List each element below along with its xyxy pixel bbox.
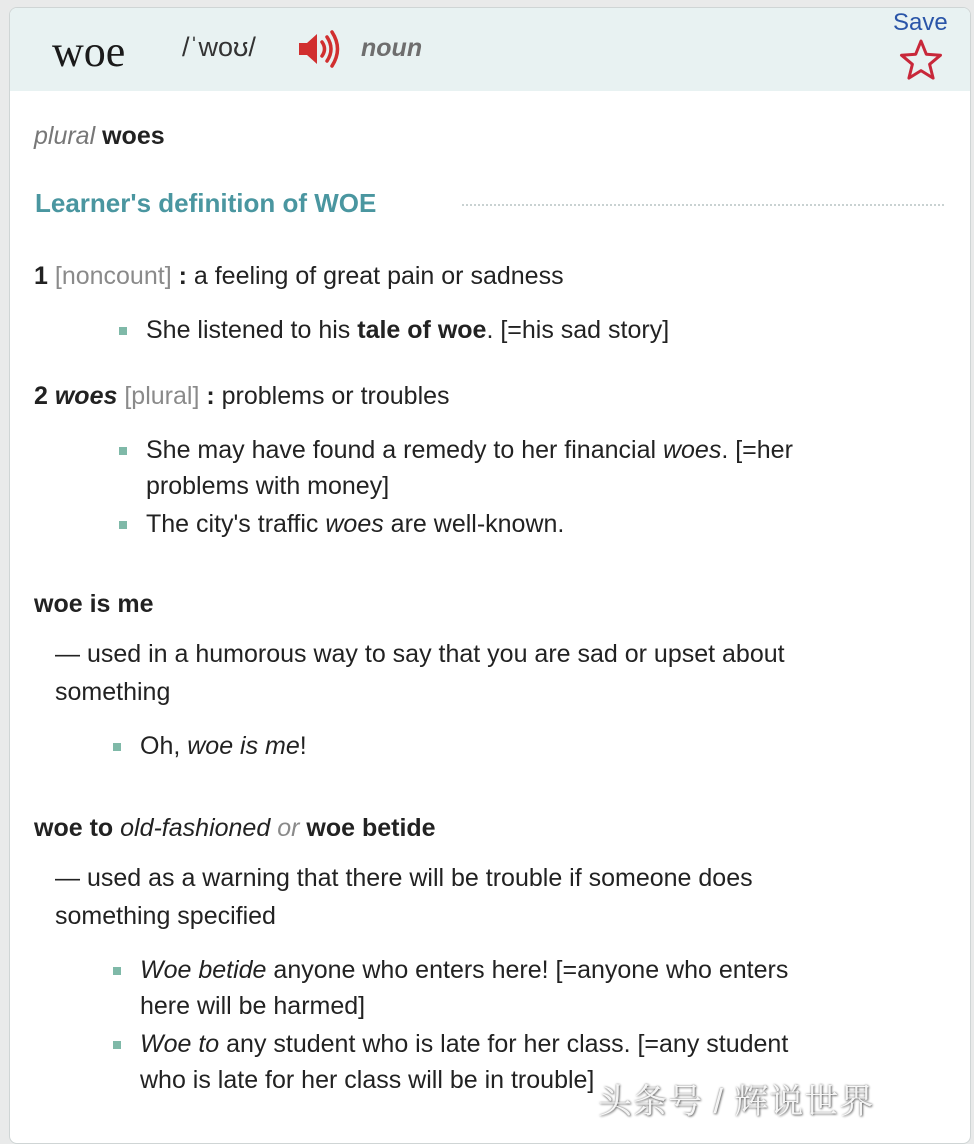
headword: woe: [52, 27, 126, 76]
inflection-form: woes: [102, 122, 165, 150]
phrase-text: woe to: [34, 814, 114, 842]
inflection-line: [34, 122, 165, 151]
bullet-icon: [113, 1041, 121, 1049]
label-bracket: ]: [192, 382, 200, 410]
grammar-label: plural: [131, 382, 193, 410]
example-sentence: [146, 510, 564, 539]
section-divider: [462, 204, 944, 206]
dictionary-entry-card: [9, 7, 971, 1144]
speaker-icon[interactable]: [296, 30, 342, 68]
pronunciation: /ˈwoʊ/: [182, 32, 256, 62]
example-highlight: woes: [662, 436, 722, 464]
phrase-definition: — used in a humorous way to say that you are sad or upset about: [55, 640, 785, 668]
example-text: !: [299, 732, 307, 760]
example-sentence: [140, 956, 788, 985]
example-text: . [=her: [721, 436, 793, 464]
label-bracket: [: [124, 382, 132, 410]
sense-2: [34, 382, 450, 411]
section-title: Learner's definition of WOE: [35, 188, 377, 218]
example-sentence-continued: who is late for her class will be in trouble]: [140, 1066, 595, 1094]
definition-colon: :: [206, 382, 215, 410]
sense-number: 1: [34, 262, 48, 290]
phrase-definition: — used as a warning that there will be trouble if someone does: [55, 864, 753, 892]
example-text: . [=his sad story]: [486, 316, 670, 344]
phrase-definition-continued: something: [55, 678, 171, 706]
entry-header: [10, 8, 970, 91]
example-sentence: [146, 436, 793, 465]
bullet-icon: [119, 447, 127, 455]
example-text: are well-known.: [383, 510, 565, 538]
sense-form: woes: [54, 382, 118, 410]
example-sentence-continued: problems with money]: [146, 472, 390, 500]
bullet-icon: [113, 967, 121, 975]
grammar-label: noncount: [61, 262, 165, 290]
sense-number: 2: [34, 382, 48, 410]
bullet-icon: [113, 743, 121, 751]
phrase-definition-continued: something specified: [55, 902, 276, 930]
part-of-speech: noun: [361, 34, 423, 62]
example-text: The city's traffic: [146, 510, 326, 538]
example-highlight: Woe to: [140, 1030, 220, 1058]
example-sentence: [140, 732, 307, 761]
example-text: She may have found a remedy to her financial: [146, 436, 663, 464]
example-sentence: [146, 316, 669, 345]
example-highlight: woe is me: [187, 732, 300, 760]
bullet-icon: [119, 327, 127, 335]
definition-text: a feeling of great pain or sadness: [193, 262, 564, 290]
example-text: She listened to his: [146, 316, 358, 344]
bullet-icon: [119, 521, 127, 529]
phrase-heading: woe is me: [34, 590, 154, 618]
save-link[interactable]: Save: [893, 9, 948, 36]
example-sentence-continued: here will be harmed]: [140, 992, 366, 1020]
label-bracket: ]: [164, 262, 172, 290]
watermark: 头条号 / 辉说世界: [598, 1083, 875, 1121]
example-highlight: woes: [325, 510, 384, 538]
example-sentence: [140, 1030, 788, 1059]
phrase-text: woe betide: [306, 814, 436, 842]
definition-text: problems or troubles: [221, 382, 450, 410]
phrase-connector: or: [277, 814, 300, 842]
phrase-heading: [34, 814, 436, 843]
definition-colon: :: [178, 262, 187, 290]
label-bracket: [: [54, 262, 62, 290]
example-highlight: Woe betide: [140, 956, 267, 984]
usage-label: old-fashioned: [120, 814, 271, 842]
star-icon[interactable]: [899, 38, 943, 82]
example-text: Oh,: [140, 732, 188, 760]
example-text: anyone who enters here! [=anyone who enters: [266, 956, 789, 984]
example-highlight: tale of woe: [357, 316, 487, 344]
inflection-label: plural: [34, 122, 96, 150]
sense-1: [34, 262, 564, 291]
example-text: any student who is late for her class. [=any student: [219, 1030, 789, 1058]
